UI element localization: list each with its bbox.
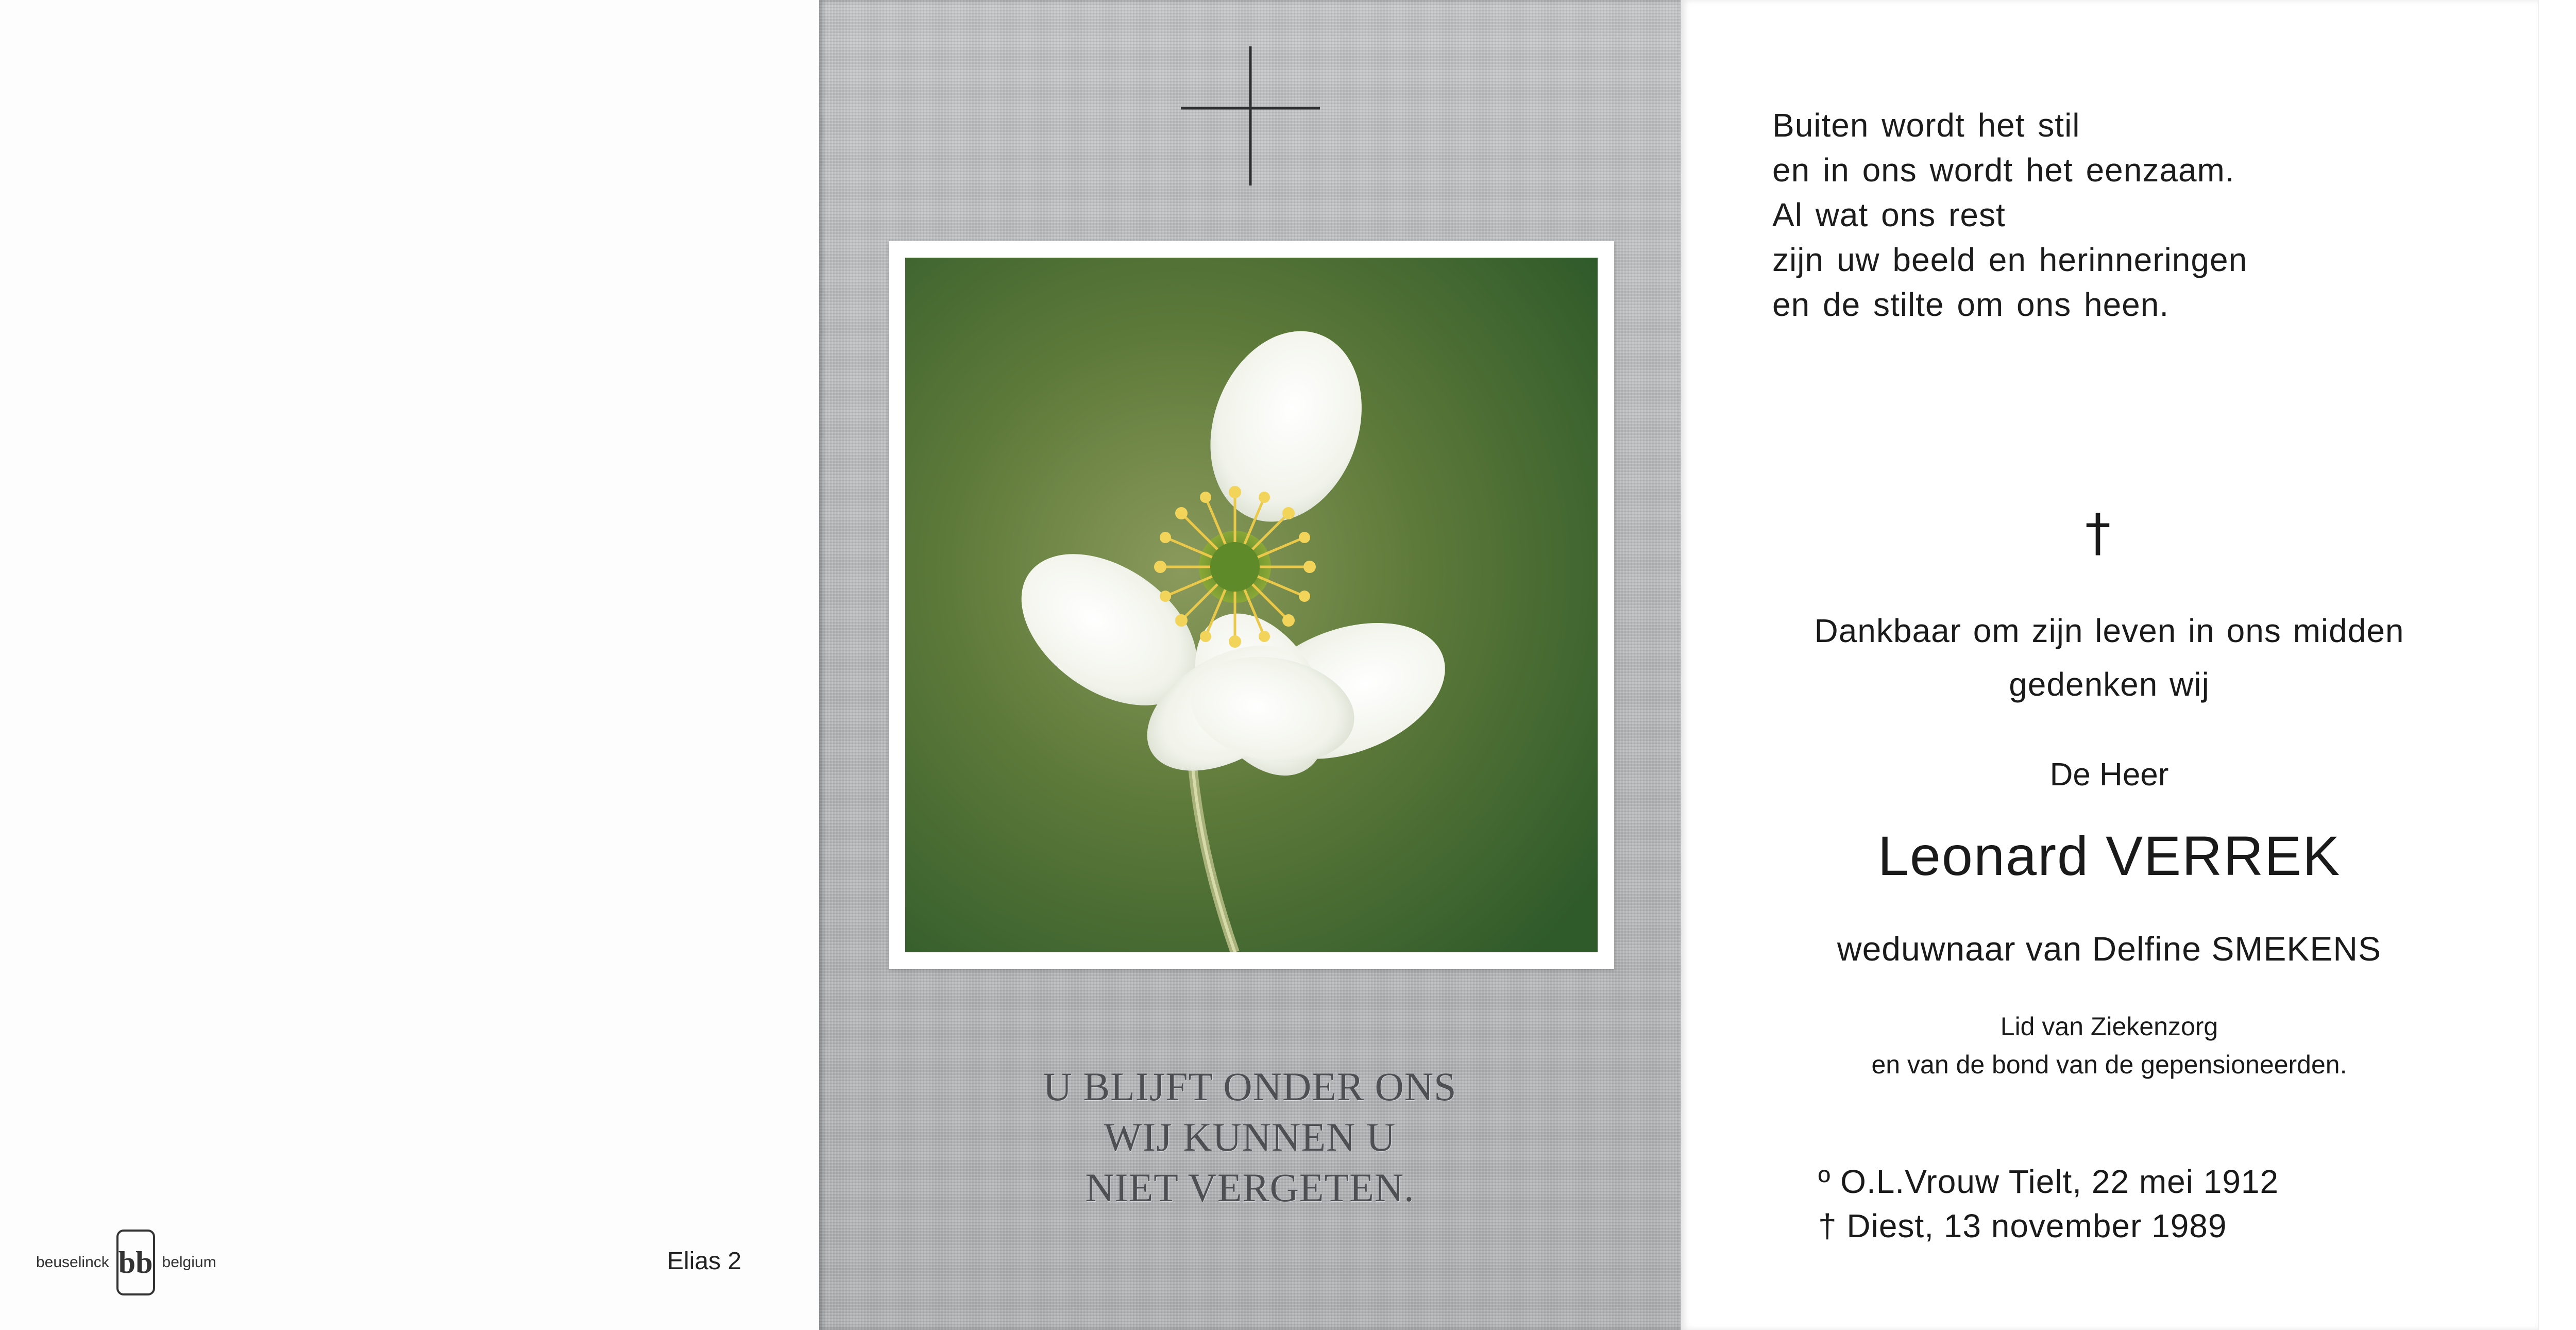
poem-line: Al wat ons rest (1772, 196, 2006, 233)
flower-photo (905, 258, 1598, 952)
deceased-name: Leonard VERREK (1877, 824, 2341, 887)
front-cover (819, 0, 1681, 1330)
verse-line: WIJ KUNNEN U (1104, 1115, 1396, 1159)
logo-left-text: beuselinck (36, 1254, 109, 1271)
inside-right-page (2538, 0, 2576, 1330)
spouse-line: weduwnaar van Delfine SMEKENS (1837, 930, 2382, 968)
cover-verse (819, 1062, 1681, 1213)
inside-left-page (1681, 0, 2538, 1330)
gratitude-line: Dankbaar om zijn leven in ons midden (1814, 612, 2404, 649)
gratitude-text (1681, 604, 2538, 711)
publisher-logo (36, 1224, 216, 1301)
membership-text (1681, 1007, 2538, 1084)
logo-right-text: belgium (162, 1254, 216, 1271)
membership-line: Lid van Ziekenzorg (2000, 1012, 2218, 1041)
honorific: De Heer (2049, 757, 2169, 793)
poem-line: Buiten wordt het stil (1772, 107, 2080, 144)
poem-line: zijn uw beeld en herinneringen (1772, 241, 2248, 278)
logo-monogram-icon: bb (116, 1230, 155, 1295)
birth-date: º O.L.Vrouw Tielt, 22 mei 1912 (1818, 1163, 2279, 1200)
back-page (0, 0, 819, 1330)
death-date: † Diest, 13 november 1989 (1818, 1207, 2227, 1244)
card-code: Elias 2 (667, 1248, 742, 1275)
cross-icon (1176, 41, 1325, 191)
dagger-cross-icon: † (2085, 502, 2111, 563)
photo-frame (889, 241, 1614, 969)
verse-line: NIET VERGETEN. (1085, 1165, 1415, 1210)
poem-line: en de stilte om ons heen. (1772, 286, 2170, 323)
opening-poem (1772, 103, 2247, 327)
poem-line: en in ons wordt het eenzaam. (1772, 151, 2235, 189)
verse-line: U BLIJFT ONDER ONS (1043, 1064, 1457, 1109)
membership-line: en van de bond van de gepensioneerden. (1871, 1050, 2347, 1079)
life-dates (1818, 1159, 2279, 1248)
gratitude-line: gedenken wij (2009, 666, 2210, 703)
